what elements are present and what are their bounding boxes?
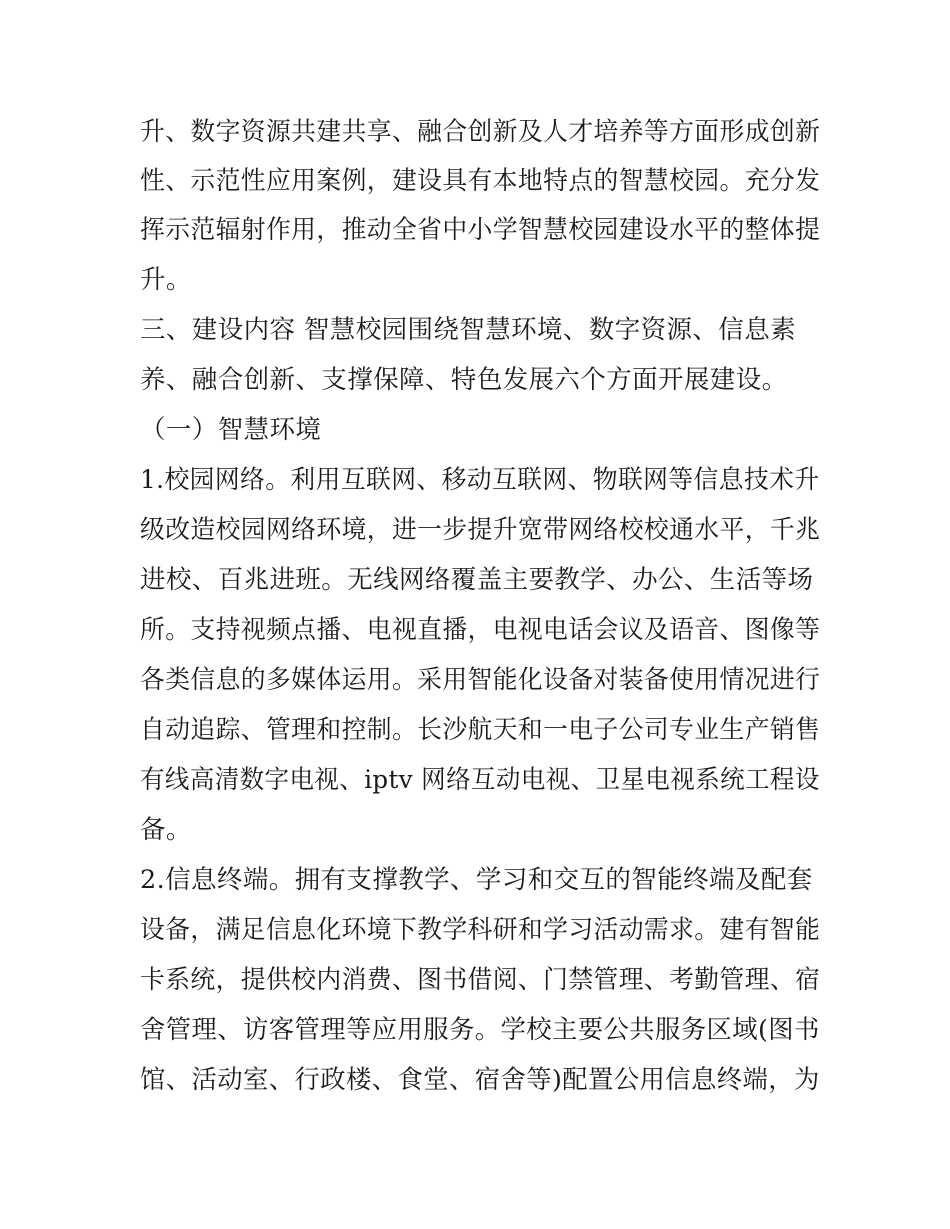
text-line: 挥示范辐射作用，推动全省中小学智慧校园建设水平的整体提	[140, 215, 821, 245]
text-line: 级改造校园网络环境，进一步提升宽带网络校校通水平，千兆	[140, 515, 821, 545]
text-line: 养、融合创新、支撑保障、特色发展六个方面开展建设。	[140, 365, 788, 395]
text-line: 性、示范性应用案例，建设具有本地特点的智慧校园。充分发	[140, 166, 821, 196]
text-line: 自动追踪、管理和控制。长沙航天和一电子公司专业生产销售	[140, 715, 821, 745]
text-line: 设备，满足信息化环境下教学科研和学习活动需求。建有智能	[140, 915, 821, 945]
text-line: 备。	[140, 815, 192, 845]
text-line: 1.校园网络。利用互联网、移动互联网、物联网等信息技术升	[140, 465, 820, 495]
text-line: 进校、百兆进班。无线网络覆盖主要教学、办公、生活等场	[140, 565, 814, 595]
text-line: 有线高清数字电视、iptv 网络互动电视、卫星电视系统工程设	[140, 765, 820, 795]
text-line: 升、数字资源共建共享、融合创新及人才培养等方面形成创新	[140, 117, 821, 147]
text-line: 舍管理、访客管理等应用服务。学校主要公共服务区域(图书	[140, 1015, 820, 1045]
text-line: 卡系统，提供校内消费、图书借阅、门禁管理、考勤管理、宿	[140, 965, 821, 995]
text-line: 各类信息的多媒体运用。采用智能化设备对装备使用情况进行	[140, 665, 821, 695]
text-line: 2.信息终端。拥有支撑教学、学习和交互的智能终端及配套	[140, 865, 813, 895]
subsection-heading: （一）智慧环境	[140, 415, 322, 445]
text-line: 升。	[140, 265, 192, 295]
text-line: 馆、活动室、行政楼、食堂、宿舍等)配置公用信息终端，为	[140, 1065, 820, 1095]
section-heading: 三、建设内容 智慧校园围绕智慧环境、数字资源、信息素	[140, 315, 797, 345]
text-line: 所。支持视频点播、电视直播，电视电话会议及语音、图像等	[140, 615, 821, 645]
